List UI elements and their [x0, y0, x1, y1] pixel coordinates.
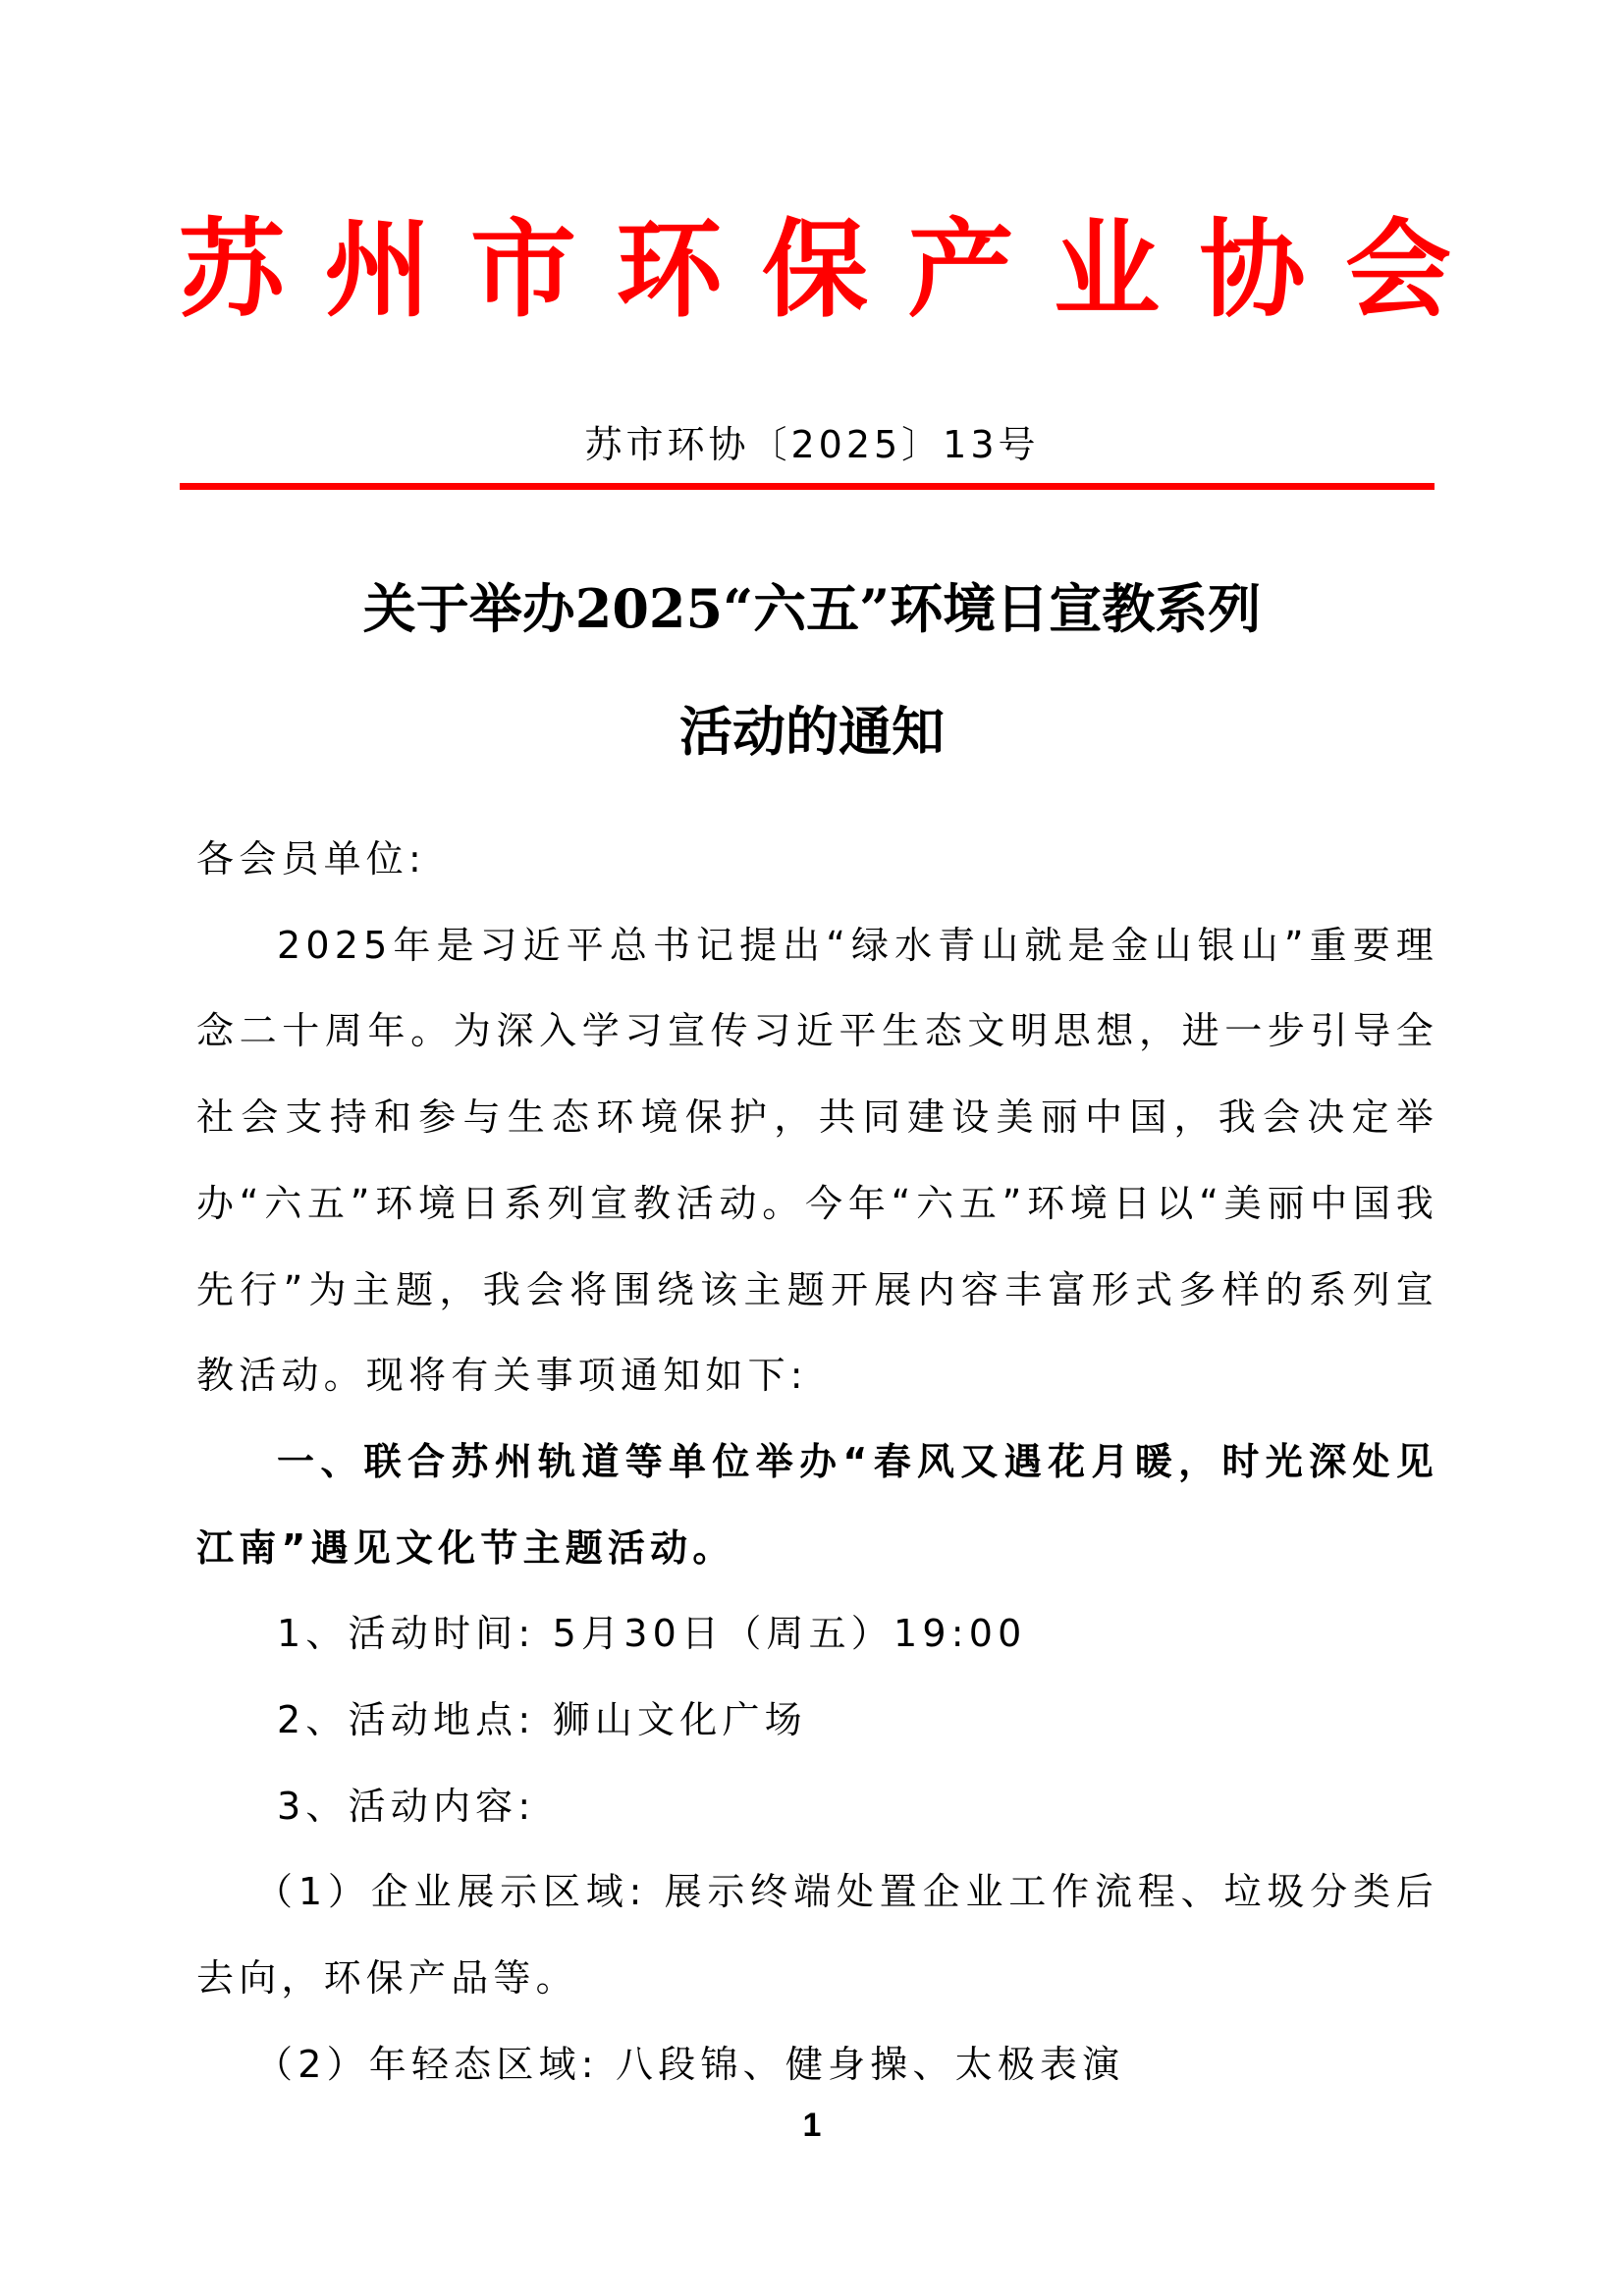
- document-number: 苏市环协〔2025〕13号: [584, 423, 1040, 466]
- letterhead-char: 保: [761, 208, 868, 332]
- letterhead-char: 环: [616, 208, 723, 332]
- letterhead-char: 业: [1053, 208, 1160, 332]
- red-divider-line: [180, 483, 1435, 490]
- sub-item-enterprise-display: （1）企业展示区域: 展示终端处置企业工作流程、垃圾分类后去向，环保产品等。: [196, 1870, 1438, 2001]
- list-item-location: 2、活动地点: 狮山文化广场: [277, 1698, 807, 1742]
- list-item-content: 3、活动内容:: [277, 1784, 536, 1828]
- organization-letterhead: [177, 201, 1453, 339]
- page-number: 1: [802, 2107, 822, 2144]
- letterhead-char: 会: [1344, 208, 1451, 332]
- document-body: [196, 817, 1438, 2109]
- list-item-time: 1、活动时间: 5月30日（周五）19:00: [277, 1612, 1027, 1656]
- letterhead-char: 苏: [178, 208, 285, 332]
- letterhead-char: 市: [469, 208, 576, 332]
- document-title-line-1: 关于举办2025“六五”环境日宣教系列: [362, 577, 1262, 640]
- section-1-heading: 一、联合苏州轨道等单位举办“春风又遇花月暖，时光深处见江南”遇见文化节主题活动。: [196, 1439, 1438, 1570]
- intro-paragraph: 2025年是习近平总书记提出“绿水青山就是金山银山”重要理念二十周年。为深入学习宣传习近平生态文明思想，进一步引导全社会支持和参与生态环境保护，共同建设美丽中国，我会决定举办“六五”环境日系列宣教活动。今年“六五”环境日以“美丽中国我先行”为主题，我会将围绕该主题开展内容丰富形式多样的系列宣教活动。现将有关事项通知如下:: [196, 923, 1438, 1398]
- letterhead-char: 产: [907, 208, 1014, 332]
- letterhead-char: 州: [324, 208, 431, 332]
- document-title-line-2: 活动的通知: [679, 700, 945, 763]
- sub-item-youth-zone: （2）年轻态区域: 八段锦、健身操、太极表演: [255, 2042, 1125, 2086]
- letterhead-char: 协: [1199, 208, 1306, 332]
- salutation: 各会员单位:: [196, 837, 427, 881]
